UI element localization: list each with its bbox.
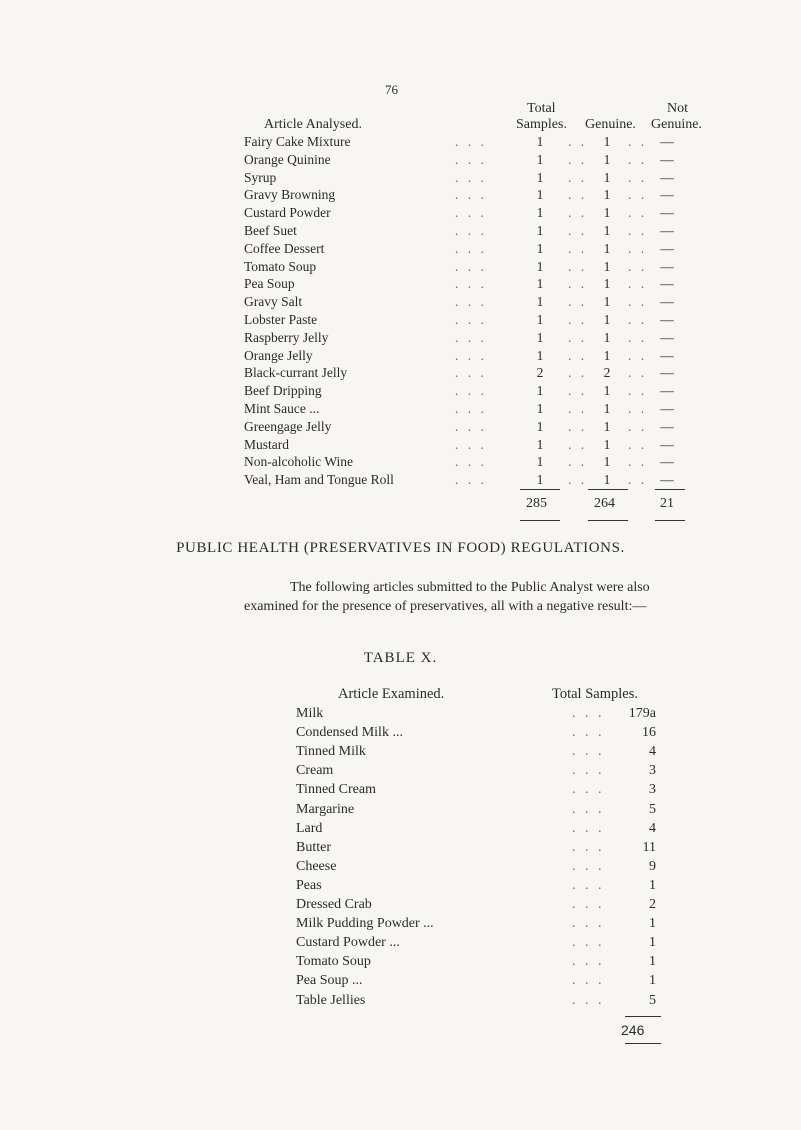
article-name: Butter bbox=[296, 840, 331, 855]
dot-leader: . . bbox=[568, 134, 588, 149]
table-x-rule-bottom bbox=[625, 1043, 661, 1044]
genuine-cell: 2 bbox=[603, 365, 611, 380]
genuine-cell: 1 bbox=[603, 134, 611, 149]
dot-leader: . . . bbox=[572, 821, 605, 836]
section-heading: PUBLIC HEALTH (PRESERVATIVES IN FOOD) REGULATIONS. bbox=[176, 540, 625, 556]
article-name: Coffee Dessert bbox=[244, 241, 325, 256]
table-row bbox=[0, 365, 801, 383]
dot-leader: . . bbox=[568, 205, 588, 220]
dot-leader: . . bbox=[628, 276, 648, 291]
not-genuine-cell: — bbox=[660, 223, 674, 238]
article-name: Orange Jelly bbox=[244, 348, 313, 363]
sum-genuine: 264 bbox=[594, 496, 615, 511]
genuine-rule-bottom bbox=[588, 520, 628, 521]
table-row bbox=[0, 973, 801, 991]
genuine-cell: 1 bbox=[603, 223, 611, 238]
total-samples-cell: 179a bbox=[628, 706, 656, 721]
total-samples-cell: 1 bbox=[536, 134, 544, 149]
paragraph-line-1: The following articles submitted to the Public Analyst were also bbox=[290, 580, 650, 595]
total-samples-cell: 1 bbox=[536, 348, 544, 363]
dot-leader: . . . bbox=[455, 454, 487, 469]
article-name: Custard Powder bbox=[244, 205, 331, 220]
article-name: Tomato Soup bbox=[296, 954, 371, 969]
not-genuine-cell: — bbox=[660, 152, 674, 167]
article-name: Lobster Paste bbox=[244, 312, 318, 327]
dot-leader: . . . bbox=[572, 744, 605, 759]
not-genuine-cell: — bbox=[660, 401, 674, 416]
not-genuine-cell: — bbox=[660, 437, 674, 452]
dot-leader: . . . bbox=[455, 170, 487, 185]
dot-leader: . . . bbox=[572, 993, 605, 1008]
total-samples-cell: 1 bbox=[536, 312, 544, 327]
dot-leader: . . bbox=[628, 383, 648, 398]
article-name: Beef Suet bbox=[244, 223, 297, 238]
dot-leader: . . . bbox=[455, 330, 487, 345]
total-samples-cell: 5 bbox=[649, 993, 656, 1008]
table-row bbox=[0, 916, 801, 934]
genuine-cell: 1 bbox=[603, 437, 611, 452]
sum-not-genuine: 21 bbox=[660, 496, 674, 511]
table-row bbox=[0, 134, 801, 152]
not-rule-bottom bbox=[655, 520, 685, 521]
article-name: Syrup bbox=[244, 170, 277, 185]
table-row bbox=[0, 205, 801, 223]
article-name: Dressed Crab bbox=[296, 897, 372, 912]
article-name: Greengage Jelly bbox=[244, 419, 332, 434]
table-row bbox=[0, 223, 801, 241]
article-name: Pea Soup ... bbox=[296, 973, 363, 988]
total-samples-cell: 1 bbox=[536, 330, 544, 345]
dot-leader: . . bbox=[628, 401, 648, 416]
not-genuine-cell: — bbox=[660, 312, 674, 327]
dot-leader: . . bbox=[568, 187, 588, 202]
dot-leader: . . . bbox=[572, 878, 605, 893]
dot-leader: . . . bbox=[572, 916, 605, 931]
total-samples-cell: 4 bbox=[649, 744, 656, 759]
dot-leader: . . . bbox=[455, 383, 487, 398]
total-samples-cell: 1 bbox=[536, 170, 544, 185]
article-name: Margarine bbox=[296, 802, 355, 817]
sum-total: 285 bbox=[526, 496, 547, 511]
table-row bbox=[0, 276, 801, 294]
not-genuine-cell: — bbox=[660, 472, 674, 487]
table-row bbox=[0, 330, 801, 348]
dot-leader: . . . bbox=[572, 897, 605, 912]
table-row bbox=[0, 187, 801, 205]
genuine-cell: 1 bbox=[603, 294, 611, 309]
table-row bbox=[0, 454, 801, 472]
genuine-cell: 1 bbox=[603, 152, 611, 167]
article-name: Custard Powder ... bbox=[296, 935, 400, 950]
dot-leader: . . bbox=[628, 312, 648, 327]
article-name: Non-alcoholic Wine bbox=[244, 454, 354, 469]
article-name: Beef Dripping bbox=[244, 383, 322, 398]
total-samples-cell: 1 bbox=[536, 152, 544, 167]
total-samples-cell: 1 bbox=[536, 383, 544, 398]
not-genuine-cell: — bbox=[660, 365, 674, 380]
total-samples-cell: 3 bbox=[649, 782, 656, 797]
table-row bbox=[0, 152, 801, 170]
genuine-cell: 1 bbox=[603, 259, 611, 274]
table-row bbox=[0, 725, 801, 743]
dot-leader: . . bbox=[628, 419, 648, 434]
dot-leader: . . . bbox=[455, 134, 487, 149]
dot-leader: . . bbox=[568, 241, 588, 256]
dot-leader: . . . bbox=[572, 840, 605, 855]
table-row bbox=[0, 383, 801, 401]
dot-leader: . . bbox=[568, 312, 588, 327]
not-genuine-cell: — bbox=[660, 383, 674, 398]
dot-leader: . . bbox=[628, 437, 648, 452]
header-total-line2: Samples. bbox=[516, 117, 567, 132]
dot-leader: . . bbox=[568, 223, 588, 238]
dot-leader: . . bbox=[628, 454, 648, 469]
article-name: Fairy Cake Mixture bbox=[244, 134, 351, 149]
total-samples-cell: 9 bbox=[649, 859, 656, 874]
dot-leader: . . bbox=[628, 348, 648, 363]
article-name: Gravy Salt bbox=[244, 294, 303, 309]
dot-leader: . . bbox=[568, 276, 588, 291]
genuine-cell: 1 bbox=[603, 401, 611, 416]
table-row bbox=[0, 348, 801, 366]
article-name: Milk bbox=[296, 706, 324, 721]
dot-leader: . . . bbox=[455, 187, 487, 202]
total-samples-cell: 1 bbox=[536, 259, 544, 274]
dot-leader: . . . bbox=[455, 223, 487, 238]
table-x-title: TABLE X. bbox=[363, 650, 438, 666]
dot-leader: . . . bbox=[572, 763, 605, 778]
table-row bbox=[0, 954, 801, 972]
paragraph-line-2: examined for the presence of preservatives, all with a negative result:— bbox=[244, 599, 647, 614]
genuine-cell: 1 bbox=[603, 454, 611, 469]
dot-leader: . . . bbox=[455, 472, 487, 487]
table-row bbox=[0, 294, 801, 312]
dot-leader: . . bbox=[568, 472, 588, 487]
article-name: Tomato Soup bbox=[244, 259, 317, 274]
table-row bbox=[0, 935, 801, 953]
genuine-cell: 1 bbox=[603, 276, 611, 291]
article-name: Gravy Browning bbox=[244, 187, 336, 202]
dot-leader: . . bbox=[628, 241, 648, 256]
article-name: Mint Sauce ... bbox=[244, 401, 320, 416]
dot-leader: . . . bbox=[572, 706, 605, 721]
genuine-cell: 1 bbox=[603, 383, 611, 398]
total-samples-cell: 1 bbox=[649, 878, 656, 893]
dot-leader: . . bbox=[628, 365, 648, 380]
genuine-rule-top bbox=[588, 489, 628, 490]
not-genuine-cell: — bbox=[660, 259, 674, 274]
dot-leader: . . . bbox=[455, 259, 487, 274]
not-genuine-cell: — bbox=[660, 454, 674, 469]
table-row bbox=[0, 802, 801, 820]
dot-leader: . . bbox=[568, 401, 588, 416]
dot-leader: . . . bbox=[455, 419, 487, 434]
article-name: Raspberry Jelly bbox=[244, 330, 329, 345]
dot-leader: . . bbox=[628, 187, 648, 202]
dot-leader: . . bbox=[628, 472, 648, 487]
dot-leader: . . bbox=[628, 134, 648, 149]
dot-leader: . . bbox=[628, 152, 648, 167]
article-name: Tinned Milk bbox=[296, 744, 366, 759]
genuine-cell: 1 bbox=[603, 348, 611, 363]
table-row bbox=[0, 437, 801, 455]
total-samples-cell: 5 bbox=[649, 802, 656, 817]
header-total-line1: Total bbox=[527, 101, 556, 116]
dot-leader: . . bbox=[568, 170, 588, 185]
table-row bbox=[0, 401, 801, 419]
dot-leader: . . bbox=[568, 348, 588, 363]
dot-leader: . . bbox=[628, 170, 648, 185]
dot-leader: . . . bbox=[572, 935, 605, 950]
total-rule-top bbox=[520, 489, 560, 490]
table-row bbox=[0, 170, 801, 188]
dot-leader: . . bbox=[568, 454, 588, 469]
total-samples-cell: 1 bbox=[536, 241, 544, 256]
not-rule-top bbox=[655, 489, 685, 490]
total-samples-cell: 1 bbox=[649, 935, 656, 950]
table-row bbox=[0, 312, 801, 330]
total-samples-cell: 1 bbox=[536, 276, 544, 291]
total-samples-cell: 11 bbox=[642, 840, 656, 855]
dot-leader: . . bbox=[568, 383, 588, 398]
table-row bbox=[0, 472, 801, 490]
article-name: Cream bbox=[296, 763, 334, 778]
header-not-line2: Genuine. bbox=[651, 117, 702, 132]
dot-leader: . . bbox=[568, 330, 588, 345]
dot-leader: . . bbox=[628, 205, 648, 220]
article-name: Peas bbox=[296, 878, 322, 893]
dot-leader: . . . bbox=[572, 725, 605, 740]
total-samples-cell: 16 bbox=[642, 725, 656, 740]
table-row bbox=[0, 259, 801, 277]
total-samples-cell: 1 bbox=[536, 294, 544, 309]
dot-leader: . . . bbox=[455, 152, 487, 167]
total-samples-cell: 1 bbox=[649, 916, 656, 931]
genuine-cell: 1 bbox=[603, 330, 611, 345]
article-name: Condensed Milk ... bbox=[296, 725, 403, 740]
dot-leader: . . bbox=[568, 419, 588, 434]
total-rule-bottom bbox=[520, 520, 560, 521]
total-samples-cell: 1 bbox=[649, 973, 656, 988]
dot-leader: . . bbox=[568, 294, 588, 309]
table-row bbox=[0, 744, 801, 762]
table-row bbox=[0, 706, 801, 724]
not-genuine-cell: — bbox=[660, 241, 674, 256]
article-name: Lard bbox=[296, 821, 323, 836]
dot-leader: . . . bbox=[455, 312, 487, 327]
not-genuine-cell: — bbox=[660, 134, 674, 149]
table-x-total: 246 bbox=[621, 1022, 645, 1038]
genuine-cell: 1 bbox=[603, 312, 611, 327]
article-name: Milk Pudding Powder ... bbox=[296, 916, 434, 931]
dot-leader: . . . bbox=[455, 205, 487, 220]
header-genuine: Genuine. bbox=[585, 117, 636, 132]
total-samples-cell: 1 bbox=[536, 187, 544, 202]
page-number: 76 bbox=[385, 82, 398, 97]
total-samples-cell: 1 bbox=[536, 472, 544, 487]
article-name: Tinned Cream bbox=[296, 782, 376, 797]
table-row bbox=[0, 763, 801, 781]
table-row bbox=[0, 821, 801, 839]
not-genuine-cell: — bbox=[660, 205, 674, 220]
genuine-cell: 1 bbox=[603, 187, 611, 202]
not-genuine-cell: — bbox=[660, 348, 674, 363]
article-name: Cheese bbox=[296, 859, 337, 874]
genuine-cell: 1 bbox=[603, 170, 611, 185]
dot-leader: . . . bbox=[455, 294, 487, 309]
total-samples-cell: 4 bbox=[649, 821, 656, 836]
total-samples-cell: 3 bbox=[649, 763, 656, 778]
dot-leader: . . . bbox=[572, 954, 605, 969]
dot-leader: . . . bbox=[572, 973, 605, 988]
table-row bbox=[0, 993, 801, 1011]
article-name: Table Jellies bbox=[296, 993, 366, 1008]
not-genuine-cell: — bbox=[660, 187, 674, 202]
table-x-header-total: Total Samples. bbox=[552, 686, 638, 702]
total-samples-cell: 1 bbox=[536, 419, 544, 434]
not-genuine-cell: — bbox=[660, 170, 674, 185]
header-not-line1: Not bbox=[667, 101, 688, 116]
not-genuine-cell: — bbox=[660, 276, 674, 291]
dot-leader: . . bbox=[568, 259, 588, 274]
dot-leader: . . . bbox=[455, 365, 487, 380]
dot-leader: . . bbox=[568, 365, 588, 380]
total-samples-cell: 2 bbox=[649, 897, 656, 912]
article-name: Orange Quinine bbox=[244, 152, 331, 167]
dot-leader: . . . bbox=[572, 802, 605, 817]
table-row bbox=[0, 878, 801, 896]
total-samples-cell: 2 bbox=[536, 365, 544, 380]
article-name: Black-currant Jelly bbox=[244, 365, 348, 380]
dot-leader: . . . bbox=[455, 401, 487, 416]
not-genuine-cell: — bbox=[660, 419, 674, 434]
genuine-cell: 1 bbox=[603, 419, 611, 434]
table-row bbox=[0, 782, 801, 800]
dot-leader: . . . bbox=[455, 437, 487, 452]
not-genuine-cell: — bbox=[660, 294, 674, 309]
article-name: Mustard bbox=[244, 437, 289, 452]
article-name: Veal, Ham and Tongue Roll bbox=[244, 472, 394, 487]
dot-leader: . . bbox=[568, 152, 588, 167]
table-row bbox=[0, 840, 801, 858]
table-row bbox=[0, 241, 801, 259]
total-samples-cell: 1 bbox=[536, 223, 544, 238]
dot-leader: . . . bbox=[455, 241, 487, 256]
dot-leader: . . bbox=[628, 259, 648, 274]
not-genuine-cell: — bbox=[660, 330, 674, 345]
total-samples-cell: 1 bbox=[536, 205, 544, 220]
dot-leader: . . . bbox=[455, 276, 487, 291]
total-samples-cell: 1 bbox=[536, 454, 544, 469]
table-row bbox=[0, 859, 801, 877]
dot-leader: . . . bbox=[572, 859, 605, 874]
genuine-cell: 1 bbox=[603, 472, 611, 487]
header-article: Article Analysed. bbox=[264, 117, 362, 132]
dot-leader: . . bbox=[568, 437, 588, 452]
article-name: Pea Soup bbox=[244, 276, 295, 291]
total-samples-cell: 1 bbox=[649, 954, 656, 969]
genuine-cell: 1 bbox=[603, 205, 611, 220]
genuine-cell: 1 bbox=[603, 241, 611, 256]
dot-leader: . . bbox=[628, 223, 648, 238]
total-samples-cell: 1 bbox=[536, 401, 544, 416]
dot-leader: . . bbox=[628, 294, 648, 309]
dot-leader: . . bbox=[628, 330, 648, 345]
dot-leader: . . . bbox=[572, 782, 605, 797]
table-x-header-article: Article Examined. bbox=[338, 686, 445, 702]
table-row bbox=[0, 419, 801, 437]
total-samples-cell: 1 bbox=[536, 437, 544, 452]
dot-leader: . . . bbox=[455, 348, 487, 363]
table-x-rule-top bbox=[625, 1016, 661, 1017]
table-row bbox=[0, 897, 801, 915]
